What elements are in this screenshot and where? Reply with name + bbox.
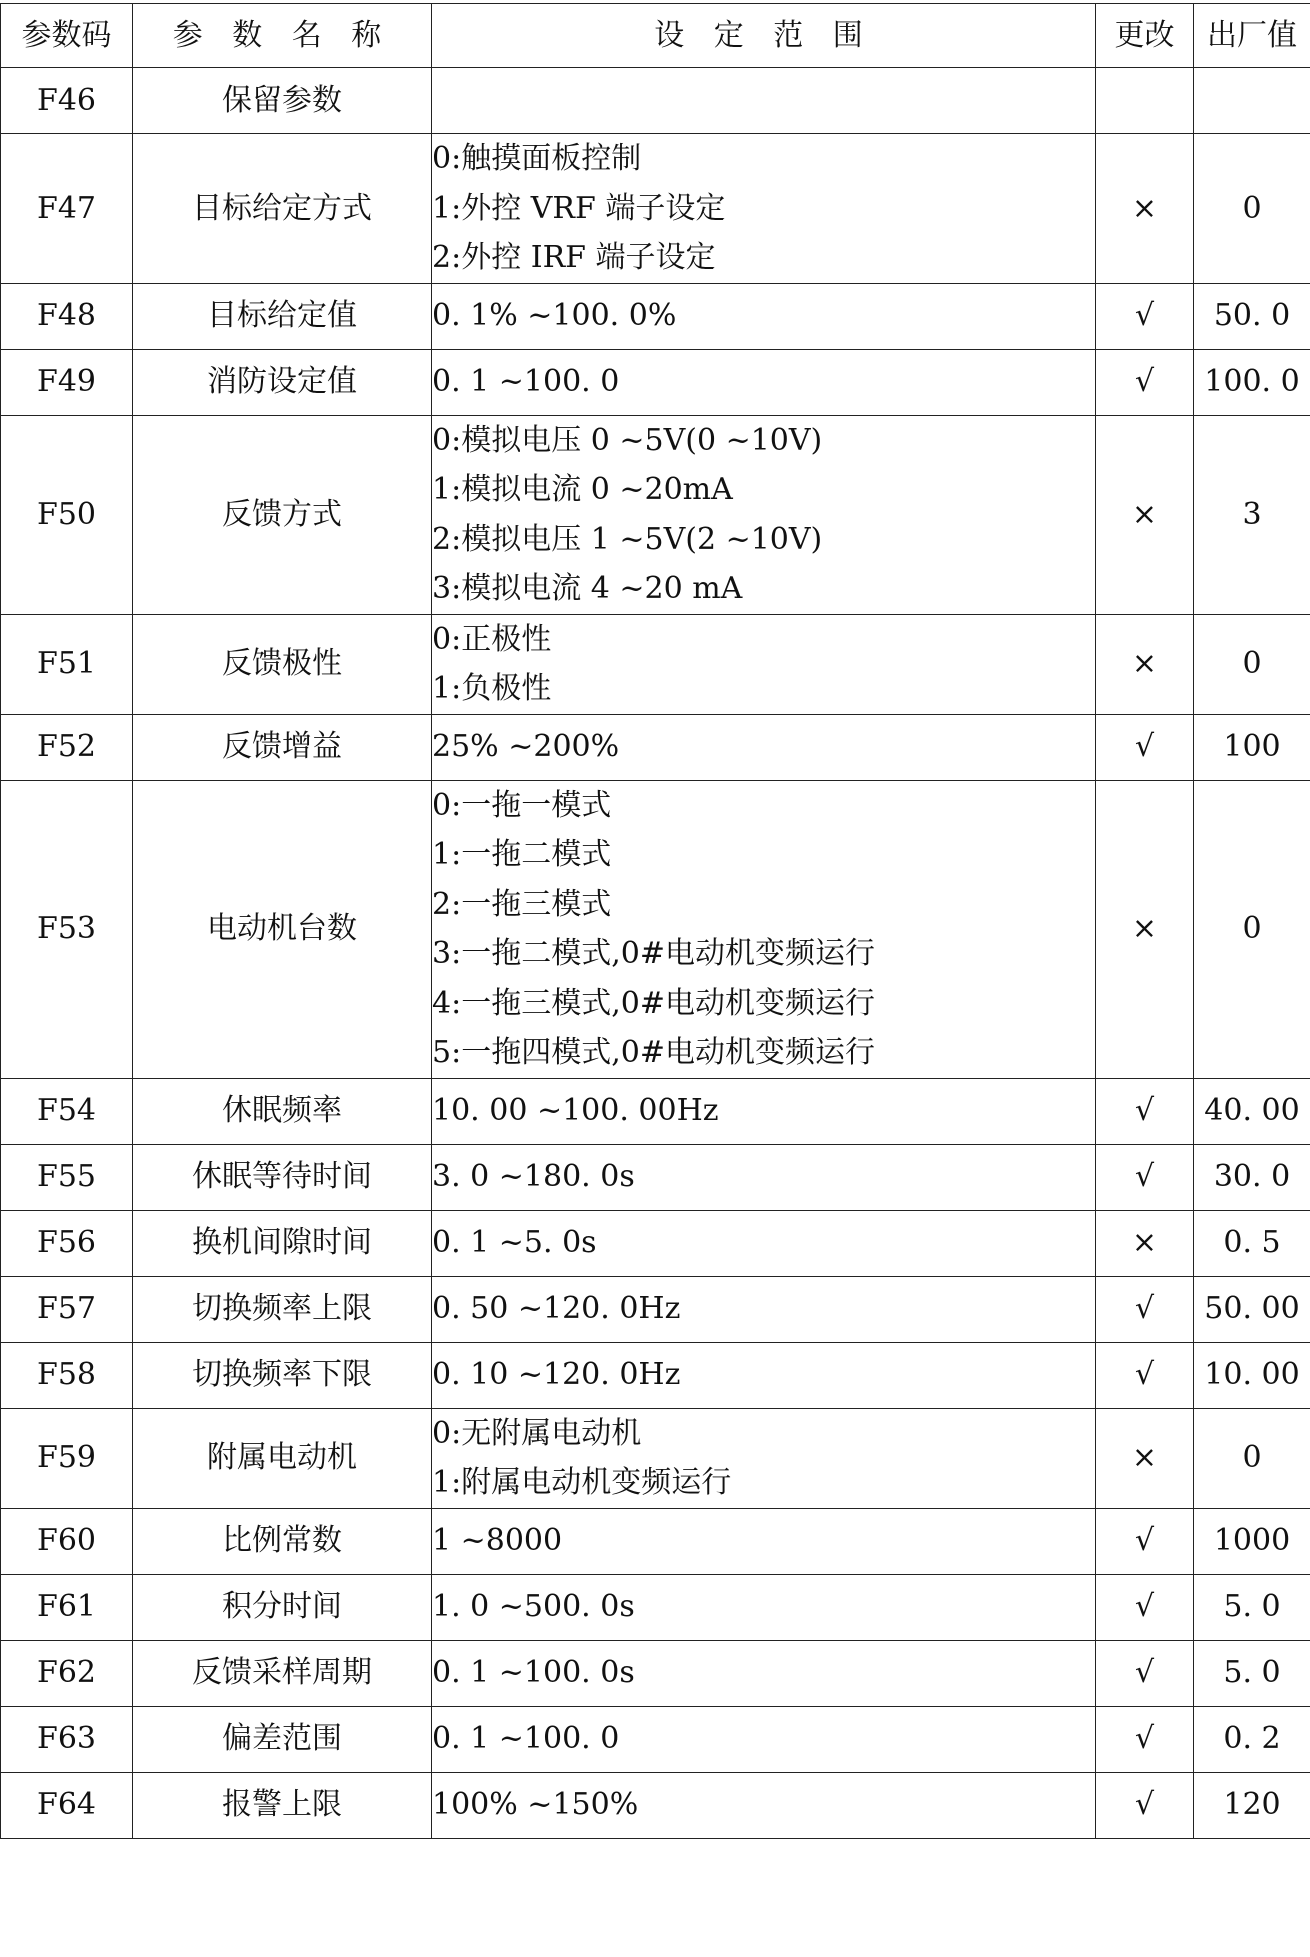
table-row	[1, 283, 1310, 349]
range-line: 0. 1 ~100. 0	[432, 1721, 620, 1757]
param-name: 目标给定值	[133, 283, 432, 349]
param-default: 40. 00	[1194, 1078, 1310, 1144]
param-code: F51	[1, 614, 133, 714]
table-row	[1, 1276, 1310, 1342]
param-range	[432, 1508, 1096, 1574]
param-name: 反馈极性	[133, 614, 432, 714]
range-line: 0. 1 ~100. 0s	[432, 1655, 635, 1691]
param-default: 0	[1194, 780, 1310, 1078]
param-code: F61	[1, 1574, 133, 1640]
param-range	[432, 283, 1096, 349]
param-code: F50	[1, 415, 133, 614]
param-code: F63	[1, 1706, 133, 1772]
param-name: 切换频率下限	[133, 1342, 432, 1408]
header-code: 参数码	[1, 4, 133, 68]
range-line: 0:无附属电动机	[432, 1415, 642, 1451]
param-code: F52	[1, 714, 133, 780]
range-line: 1 ~8000	[432, 1523, 563, 1559]
header-change: 更改	[1096, 4, 1194, 68]
param-default: 0	[1194, 1408, 1310, 1508]
param-code: F54	[1, 1078, 133, 1144]
param-default: 0. 2	[1194, 1706, 1310, 1772]
param-default: 120	[1194, 1772, 1310, 1838]
param-default: 1000	[1194, 1508, 1310, 1574]
param-name: 电动机台数	[133, 780, 432, 1078]
param-range	[432, 1210, 1096, 1276]
param-range	[432, 1276, 1096, 1342]
param-code: F59	[1, 1408, 133, 1508]
range-line: 1:一拖二模式	[432, 837, 612, 872]
param-name: 保留参数	[133, 68, 432, 134]
range-line: 2:模拟电压 1 ~5V(2 ~10V)	[432, 521, 823, 557]
table-row	[1, 614, 1310, 714]
param-code: F46	[1, 68, 133, 134]
param-range	[432, 1408, 1096, 1508]
param-default: 50. 00	[1194, 1276, 1310, 1342]
range-line: 10. 00 ~100. 00Hz	[432, 1093, 719, 1129]
table-row	[1, 1706, 1310, 1772]
param-code: F64	[1, 1772, 133, 1838]
param-name: 偏差范围	[133, 1706, 432, 1772]
param-name: 休眠频率	[133, 1078, 432, 1144]
param-range	[432, 1640, 1096, 1706]
param-range	[432, 68, 1096, 134]
table-row	[1, 1408, 1310, 1508]
range-line: 2:一拖三模式	[432, 886, 612, 922]
param-name: 比例常数	[133, 1508, 432, 1574]
table-row	[1, 68, 1310, 134]
param-default: 100. 0	[1194, 349, 1310, 415]
param-range	[432, 1144, 1096, 1210]
param-changeable: √	[1096, 1706, 1194, 1772]
param-code: F62	[1, 1640, 133, 1706]
header-range: 设 定 范 围	[432, 4, 1096, 68]
range-line: 0:一拖一模式	[432, 787, 612, 823]
range-line: 1:模拟电流 0 ~20mA	[432, 472, 733, 507]
param-range	[432, 780, 1096, 1078]
table-row	[1, 1210, 1310, 1276]
param-name: 反馈增益	[133, 714, 432, 780]
param-changeable: √	[1096, 1640, 1194, 1706]
param-name: 消防设定值	[133, 349, 432, 415]
param-changeable: ×	[1096, 134, 1194, 284]
range-line: 0. 10 ~120. 0Hz	[432, 1357, 681, 1393]
param-changeable: ×	[1096, 614, 1194, 714]
table-row	[1, 134, 1310, 284]
param-default: 0	[1194, 614, 1310, 714]
range-line: 5:一拖四模式,0#电动机变频运行	[432, 1035, 875, 1070]
param-changeable: ×	[1096, 415, 1194, 614]
param-code: F55	[1, 1144, 133, 1210]
parameter-table	[0, 3, 1310, 1839]
param-changeable: √	[1096, 1342, 1194, 1408]
param-code: F49	[1, 349, 133, 415]
param-name: 反馈采样周期	[133, 1640, 432, 1706]
param-changeable	[1096, 68, 1194, 134]
param-changeable: √	[1096, 714, 1194, 780]
param-changeable: √	[1096, 1574, 1194, 1640]
range-line: 1. 0 ~500. 0s	[432, 1589, 635, 1625]
param-code: F48	[1, 283, 133, 349]
header-row	[1, 4, 1310, 68]
range-line: 1:外控 VRF 端子设定	[432, 190, 726, 226]
table-row	[1, 714, 1310, 780]
param-changeable: ×	[1096, 1408, 1194, 1508]
param-changeable: √	[1096, 1144, 1194, 1210]
param-range	[432, 349, 1096, 415]
range-line: 0:触摸面板控制	[432, 141, 642, 176]
param-code: F56	[1, 1210, 133, 1276]
param-changeable: √	[1096, 1772, 1194, 1838]
param-code: F58	[1, 1342, 133, 1408]
range-line: 4:一拖三模式,0#电动机变频运行	[432, 985, 875, 1021]
param-range	[432, 1342, 1096, 1408]
table-row	[1, 1640, 1310, 1706]
param-name: 积分时间	[133, 1574, 432, 1640]
range-line: 25% ~200%	[432, 729, 620, 765]
table-row	[1, 1144, 1310, 1210]
param-default: 50. 0	[1194, 283, 1310, 349]
param-name: 报警上限	[133, 1772, 432, 1838]
param-changeable: √	[1096, 1508, 1194, 1574]
table-row	[1, 1508, 1310, 1574]
range-line: 0. 50 ~120. 0Hz	[432, 1291, 681, 1327]
param-changeable: ×	[1096, 780, 1194, 1078]
range-line: 1:附属电动机变频运行	[432, 1465, 732, 1500]
range-line: 0. 1 ~100. 0	[432, 364, 620, 400]
param-changeable: √	[1096, 1276, 1194, 1342]
range-line: 0. 1% ~100. 0%	[432, 298, 677, 334]
param-changeable: √	[1096, 1078, 1194, 1144]
table-row	[1, 1078, 1310, 1144]
table-row	[1, 415, 1310, 614]
param-default: 5. 0	[1194, 1640, 1310, 1706]
param-name: 反馈方式	[133, 415, 432, 614]
range-line: 1:负极性	[432, 671, 552, 706]
param-default	[1194, 68, 1310, 134]
table-row	[1, 1772, 1310, 1838]
param-range	[432, 134, 1096, 284]
param-changeable: ×	[1096, 1210, 1194, 1276]
param-default: 100	[1194, 714, 1310, 780]
param-default: 3	[1194, 415, 1310, 614]
param-code: F47	[1, 134, 133, 284]
param-changeable: √	[1096, 349, 1194, 415]
param-default: 0. 5	[1194, 1210, 1310, 1276]
range-line: 0:正极性	[432, 621, 552, 657]
param-name: 目标给定方式	[133, 134, 432, 284]
range-line: 0. 1 ~5. 0s	[432, 1225, 597, 1261]
table-row	[1, 1574, 1310, 1640]
param-range	[432, 614, 1096, 714]
param-name: 换机间隙时间	[133, 1210, 432, 1276]
param-default: 0	[1194, 134, 1310, 284]
table-row	[1, 780, 1310, 1078]
param-default: 10. 00	[1194, 1342, 1310, 1408]
param-range	[432, 1078, 1096, 1144]
table-body	[1, 68, 1310, 1839]
range-line: 3:模拟电流 4 ~20 mA	[432, 571, 743, 606]
param-range	[432, 1772, 1096, 1838]
range-line: 2:外控 IRF 端子设定	[432, 240, 716, 275]
param-range	[432, 1574, 1096, 1640]
range-line: 100% ~150%	[432, 1787, 639, 1823]
range-line: 3:一拖二模式,0#电动机变频运行	[432, 936, 875, 971]
param-changeable: √	[1096, 283, 1194, 349]
param-range	[432, 1706, 1096, 1772]
param-default: 5. 0	[1194, 1574, 1310, 1640]
table-row	[1, 1342, 1310, 1408]
param-name: 切换频率上限	[133, 1276, 432, 1342]
range-line: 0:模拟电压 0 ~5V(0 ~10V)	[432, 422, 823, 458]
param-range	[432, 415, 1096, 614]
header-name: 参 数 名 称	[133, 4, 432, 68]
table-row	[1, 349, 1310, 415]
param-code: F57	[1, 1276, 133, 1342]
header-default: 出厂值	[1194, 4, 1310, 68]
param-code: F60	[1, 1508, 133, 1574]
param-code: F53	[1, 780, 133, 1078]
range-line: 3. 0 ~180. 0s	[432, 1159, 635, 1195]
param-name: 休眠等待时间	[133, 1144, 432, 1210]
param-default: 30. 0	[1194, 1144, 1310, 1210]
param-range	[432, 714, 1096, 780]
param-name: 附属电动机	[133, 1408, 432, 1508]
